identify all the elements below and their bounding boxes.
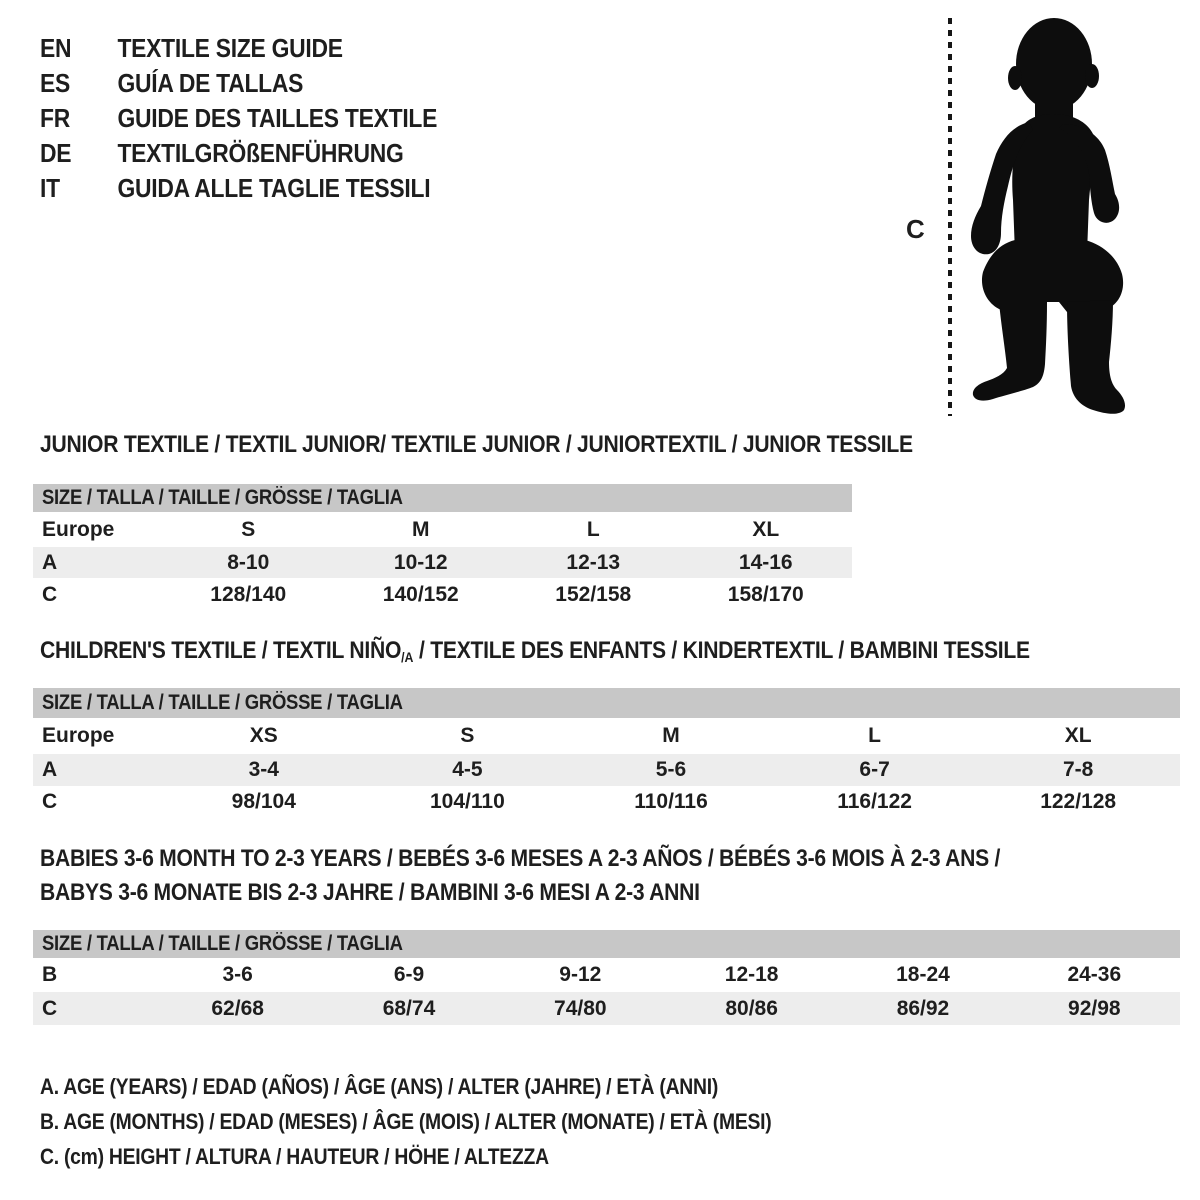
language-code: IT — [40, 173, 60, 203]
babies-size-table — [33, 930, 1180, 1025]
height-cell: 80/86 — [725, 996, 778, 1020]
language-row-en — [40, 31, 437, 66]
height-cell: 98/104 — [231, 790, 296, 813]
baby-silhouette-image — [963, 14, 1135, 418]
height-cell: 68/74 — [382, 996, 436, 1020]
language-code: FR — [40, 103, 70, 133]
height-cell: 104/110 — [430, 790, 505, 813]
row-label: Europe — [42, 724, 115, 747]
junior-table-header-row — [33, 484, 852, 512]
language-row-it — [40, 171, 437, 206]
row-label: Europe — [42, 517, 115, 541]
language-label: TEXTILE SIZE GUIDE — [117, 33, 343, 63]
age-cell: 3-4 — [248, 758, 279, 781]
row-label: C — [42, 582, 58, 606]
height-cell: 122/128 — [1040, 790, 1117, 813]
size-cell: L — [868, 724, 881, 747]
age-cell: 5-6 — [655, 758, 687, 781]
height-cell: 140/152 — [382, 582, 459, 606]
age-cell: 9-12 — [559, 963, 602, 986]
age-cell: 6-9 — [393, 963, 425, 986]
height-cell: 74/80 — [554, 996, 607, 1020]
size-cell: L — [586, 517, 600, 541]
legend-line-c — [40, 1139, 871, 1174]
children-title-part1: CHILDREN'S TEXTILE / TEXTIL NIÑO — [40, 637, 402, 664]
children-size-table — [33, 688, 1180, 818]
language-code: EN — [40, 33, 72, 63]
height-cell: 128/140 — [210, 582, 287, 606]
children-title-part2: / TEXTILE DES ENFANTS / KINDERTEXTIL / BAMBINI TESSILE — [413, 637, 1030, 664]
junior-size-table — [33, 484, 852, 611]
language-label: TEXTILGRÖßENFÜHRUNG — [117, 138, 404, 168]
age-cell: 10-12 — [393, 550, 448, 574]
height-cell: 158/170 — [727, 582, 804, 606]
age-cell: 4-5 — [452, 758, 483, 781]
legend-line-c-text: C. (cm) HEIGHT / ALTURA / HAUTEUR / HÖHE / ALTEZZA — [40, 1144, 549, 1169]
age-cell: 8-10 — [227, 550, 270, 574]
size-header-label: SIZE / TALLA / TAILLE / GRÖSSE / TAGLIA — [42, 486, 403, 509]
language-code: ES — [40, 68, 71, 98]
language-row-de — [40, 136, 437, 171]
size-cell: XL — [752, 517, 780, 541]
age-cell: 7-8 — [1062, 758, 1094, 781]
size-cell: M — [662, 724, 680, 747]
babies-title-line1: BABIES 3-6 MONTH TO 2-3 YEARS / BEBÉS 3-6 MESES A 2-3 AÑOS / BÉBÉS 3-6 MOIS À 2-3 ANS / — [40, 845, 1001, 872]
size-header-label: SIZE / TALLA / TAILLE / GRÖSSE / TAGLIA — [42, 932, 403, 955]
height-cell: 92/98 — [1068, 996, 1121, 1020]
legend-line-a-text: A. AGE (YEARS) / EDAD (AÑOS) / ÂGE (ANS) / ALTER (JAHRE) / ETÀ (ANNI) — [40, 1074, 719, 1099]
height-cell: 116/122 — [837, 790, 912, 813]
size-cell: XS — [249, 724, 278, 747]
age-cell: 14-16 — [738, 550, 793, 574]
babies-section-title — [40, 842, 1131, 910]
babies-title-line2: BABYS 3-6 MONATE BIS 2-3 JAHRE / BAMBINI 3-6 MESI A 2-3 ANNI — [40, 879, 700, 906]
baby-silhouette-shape — [971, 18, 1125, 414]
size-cell: S — [241, 517, 256, 541]
language-label: GUIDE DES TAILLES TEXTILE — [117, 103, 438, 133]
height-cell: 86/92 — [896, 996, 950, 1020]
legend-line-b — [40, 1104, 871, 1139]
children-row-age — [33, 754, 1180, 786]
babies-row-height — [33, 992, 1180, 1025]
language-label: GUIDA ALLE TAGLIE TESSILI — [117, 173, 431, 203]
legend-block — [40, 1069, 871, 1174]
children-table-header-row — [33, 688, 1180, 718]
age-cell: 12-13 — [566, 550, 621, 574]
children-row-height — [33, 786, 1180, 818]
size-cell: M — [412, 517, 430, 541]
age-cell: 12-18 — [724, 963, 779, 986]
legend-line-a — [40, 1069, 871, 1104]
junior-row-age — [33, 547, 852, 578]
age-cell: 18-24 — [896, 963, 950, 986]
children-title-subscript: /A — [401, 649, 414, 665]
children-section-title-text — [40, 638, 1030, 670]
size-header-label: SIZE / TALLA / TAILLE / GRÖSSE / TAGLIA — [42, 691, 403, 714]
size-cell: XL — [1064, 724, 1092, 747]
row-label: C — [42, 996, 58, 1020]
language-row-es — [40, 66, 437, 101]
row-label: C — [42, 790, 58, 813]
height-dotted-line — [948, 18, 952, 416]
children-section-title — [40, 638, 1165, 670]
babies-row-months — [33, 958, 1180, 992]
junior-row-europe — [33, 512, 852, 547]
row-label: A — [42, 550, 58, 574]
height-cell: 152/158 — [555, 582, 632, 606]
size-cell: S — [460, 724, 475, 747]
row-label: A — [42, 758, 58, 781]
figure-height-label: C — [906, 214, 925, 244]
language-row-fr — [40, 101, 437, 136]
junior-section-title-text: JUNIOR TEXTILE / TEXTIL JUNIOR/ TEXTILE JUNIOR / JUNIORTEXTIL / JUNIOR TESSILE — [40, 431, 913, 458]
row-label: B — [42, 963, 58, 986]
height-cell: 62/68 — [211, 996, 264, 1020]
age-cell: 6-7 — [859, 758, 890, 781]
age-cell: 24-36 — [1067, 963, 1122, 986]
language-guide-block — [40, 31, 491, 206]
height-cell: 110/116 — [634, 790, 708, 813]
babies-table-header-row — [33, 930, 1180, 958]
junior-section-title — [40, 432, 1032, 458]
children-row-europe — [33, 718, 1180, 754]
age-cell: 3-6 — [222, 963, 253, 986]
language-code: DE — [40, 138, 72, 168]
language-label: GUÍA DE TALLAS — [117, 68, 304, 98]
junior-row-height — [33, 578, 852, 611]
legend-line-b-text: B. AGE (MONTHS) / EDAD (MESES) / ÂGE (MOIS) / ALTER (MONATE) / ETÀ (MESI) — [40, 1109, 772, 1134]
